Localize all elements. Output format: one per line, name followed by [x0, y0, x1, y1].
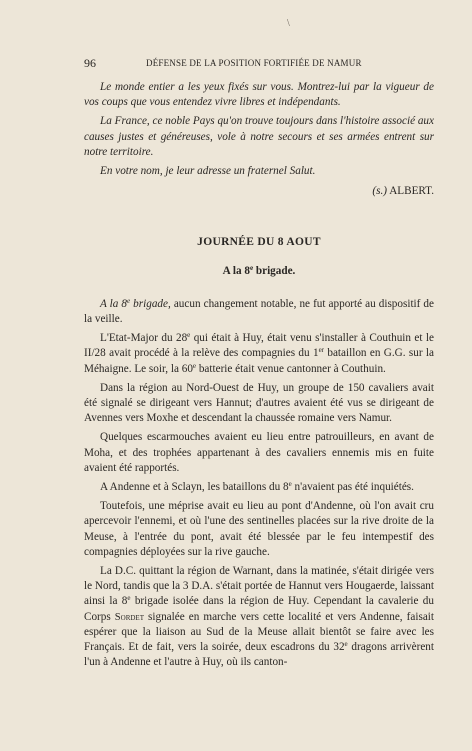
corner-mark: \	[287, 18, 290, 29]
section-title: JOURNÉE DU 8 AOUT	[197, 236, 321, 249]
page-header	[84, 56, 434, 70]
quote-paragraph-2: La France, ce noble Pays qu'on trouve toujours dans l'histoire associé aux causes justes et généreuses, vole à notre secours et ses armées entrent sur notre territoire.	[84, 115, 434, 158]
paragraph-7: La D.C. quittant la région de Warnant, dans la matinée, s'était dirigée vers le Nord, tandis que la 3 D.A. s'était portée de Hannut vers Hougaerde, laissant ainsi la 8e brigade isolée dans la région de Huy. Cependant la cavalerie du Corps Sordet signalée en marche vers cette localité et vers Andenne, faisait espérer que la liaison au Sud de la Meuse allait bientôt se faire avec les Français. Et de fait, vers la soirée, deux escadrons du 32e dragons arrivèrent l'un à Andenne et l'autre à Huy, où ils canton-	[84, 565, 434, 669]
paragraph-5: A Andenne et à Sclayn, les bataillons du 8e n'avaient pas été inquiétés.	[100, 480, 414, 494]
page-content	[84, 80, 434, 675]
section-subtitle: A la 8e brigade.	[222, 263, 296, 277]
paragraph-6: Toutefois, une méprise avait eu lieu au pont d'Andenne, où l'on avait cru apercevoir l'ennemi, et où l'une des sentinelles placées sur la rive droite de la Meuse, à l'entrée du pont, avait été blessée par le feu intempestif des compagnies déployées sur la rive gauche.	[84, 500, 434, 558]
quote-paragraph-1: Le monde entier a les yeux fixés sur vous. Montrez-lui par la vigueur de vos coups que vous entendez vivre libres et indépendants.	[84, 81, 434, 109]
quote-paragraph-3: En votre nom, je leur adresse un fraternel Salut.	[100, 165, 316, 178]
signature	[84, 184, 434, 199]
proclamation-quote	[84, 80, 434, 199]
paragraph-3: Dans la région au Nord-Ouest de Huy, un groupe de 150 cavaliers avait été signalé se dirigeant vers Hannut; d'autres avaient été vus se dirigeant de Avennes vers Moxhe et descendant la chaussée romaine vers Namur.	[84, 381, 434, 425]
running-title: DÉFENSE DE LA POSITION FORTIFIÉE DE NAMUR	[146, 58, 362, 68]
signature-name: ALBERT.	[389, 185, 434, 198]
paragraph-2: L'Etat-Major du 28e qui était à Huy, était venu s'installer à Couthuin et le II/28 avait procédé à la relève des compagnies du 1er bataillon en G.G. sur la Méhaigne. Le soir, la 60e batterie était venue cantonner à Couthuin.	[84, 331, 434, 375]
body-text	[84, 297, 434, 671]
paragraph-4: Quelques escarmouches avaient eu lieu entre patrouilleurs, en avant de Moha, et des trophées appartenant à des cavaliers ennemis mis en fuite avaient été rapportés.	[84, 431, 434, 474]
signature-prefix: (s.)	[372, 185, 387, 198]
paragraph-1: A la 8e brigade, aucun changement notable, ne fut apporté au dispositif de la veille.	[84, 296, 434, 326]
page-number: 96	[84, 56, 96, 70]
